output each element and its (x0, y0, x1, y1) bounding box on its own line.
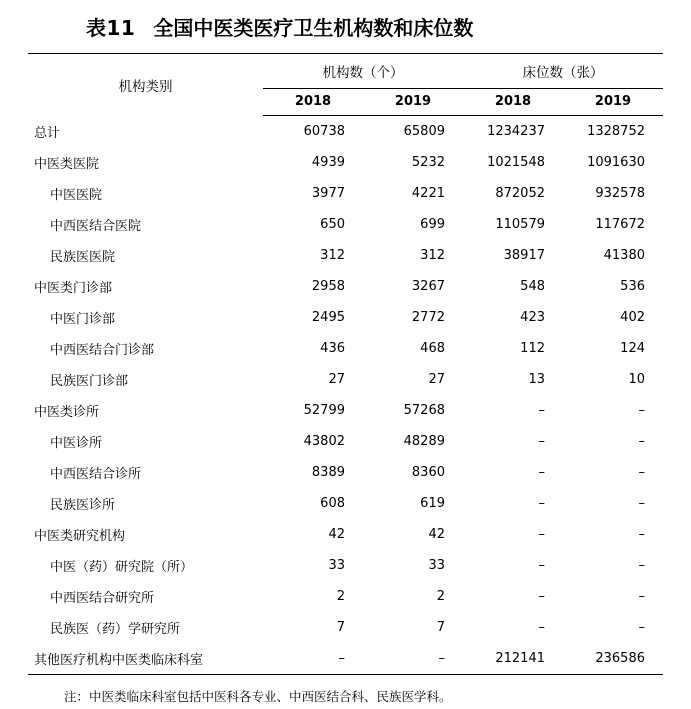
cell-beds-2018: 110579 (495, 216, 545, 232)
cell-institutions-2018: 42 (328, 526, 345, 542)
cell-institutions-2019: 8360 (411, 464, 445, 480)
cell-institutions-2018: 7 (336, 619, 345, 635)
row-label: 其他医疗机构中医类临床科室 (28, 643, 263, 675)
table-row (28, 519, 663, 550)
row-label: 中西医结合研究所 (50, 590, 155, 606)
row-label: 中医类研究机构 (34, 528, 126, 544)
cell-beds-2019: 117672 (595, 216, 645, 232)
cell-beds-2018: 112 (520, 340, 545, 356)
cell-institutions-2019: 2 (436, 588, 445, 604)
cell-beds-2018: – (538, 464, 545, 480)
row-label: 中医类门诊部 (34, 280, 113, 296)
table-body (28, 116, 663, 675)
cell-beds-2018: 1021548 (487, 154, 545, 170)
cell-beds-2018: – (538, 526, 545, 542)
row-label: 中医类医院 (34, 156, 100, 172)
cell-beds-2019: – (638, 557, 645, 573)
cell-institutions-2019: 57268 (403, 402, 445, 418)
table-note: 注：中医类临床科室包括中医科各专业、中西医结合科、民族医学科。 (64, 688, 452, 704)
cell-beds-2018: – (538, 619, 545, 635)
row-label: 民族医医院 (50, 249, 116, 265)
cell-institutions-2019: 3267 (411, 278, 445, 294)
cell-institutions-2018: 436 (320, 340, 345, 356)
cell-institutions-2019: 2772 (411, 309, 445, 325)
cell-beds-2019: 536 (620, 278, 645, 294)
cell-beds-2019: 41380 (603, 247, 645, 263)
cell-institutions-2018: 33 (328, 557, 345, 573)
cell-beds-2018: – (538, 495, 545, 511)
cell-institutions-2018: 2958 (311, 278, 345, 294)
cell-institutions-2019: 5232 (411, 154, 445, 170)
cell-beds-2019: – (638, 433, 645, 449)
cell-beds-2018: 548 (520, 278, 545, 294)
row-label: 总计 (34, 125, 61, 141)
header-institutions-2019: 2019 (363, 89, 463, 116)
cell-institutions-2019: 7 (436, 619, 445, 635)
cell-institutions-2019: 4221 (411, 185, 445, 201)
document-page (0, 12, 691, 709)
cell-institutions-2019: 312 (420, 247, 445, 263)
cell-institutions-2018: 312 (320, 247, 345, 263)
cell-beds-2019: 10 (628, 371, 645, 387)
row-label: 民族医门诊部 (50, 373, 129, 389)
table-row (28, 178, 663, 209)
cell-beds-2019: – (638, 402, 645, 418)
cell-institutions-2018: 60738 (303, 123, 345, 139)
cell-institutions-2019: 42 (428, 526, 445, 542)
row-label: 中医（药）研究院（所） (50, 559, 194, 575)
cell-beds-2019: – (638, 588, 645, 604)
table-row (28, 209, 663, 240)
table-row (28, 271, 663, 302)
cell-institutions-2019: 619 (420, 495, 445, 511)
table-row (28, 302, 663, 333)
cell-institutions-2019: 699 (420, 216, 445, 232)
cell-institutions-2018: – (263, 643, 363, 675)
header-beds-2018: 2018 (463, 89, 563, 116)
header-institutions-2018: 2018 (263, 89, 363, 116)
table-header (28, 54, 663, 116)
statistics-table (28, 53, 663, 675)
table-title-label: 表11 (86, 16, 136, 40)
table-row (28, 333, 663, 364)
table-row (28, 581, 663, 612)
table-row (28, 488, 663, 519)
row-label: 中西医结合门诊部 (50, 342, 155, 358)
cell-institutions-2019: – (363, 643, 463, 675)
cell-beds-2018: – (538, 402, 545, 418)
cell-beds-2019: 932578 (595, 185, 645, 201)
table-row (28, 643, 663, 675)
table-row (28, 116, 663, 147)
row-label: 民族医（药）学研究所 (50, 621, 181, 637)
row-label: 中西医结合诊所 (50, 466, 142, 482)
cell-institutions-2018: 43802 (303, 433, 345, 449)
table-row (28, 364, 663, 395)
table-row (28, 612, 663, 643)
table-row (28, 426, 663, 457)
header-beds-2019: 2019 (563, 89, 663, 116)
cell-institutions-2018: 2 (336, 588, 345, 604)
row-label: 中西医结合医院 (50, 218, 142, 234)
cell-institutions-2018: 3977 (311, 185, 345, 201)
cell-beds-2018: – (538, 588, 545, 604)
cell-beds-2019: 236586 (563, 643, 663, 675)
cell-institutions-2018: 52799 (303, 402, 345, 418)
header-group-beds: 床位数（张） (463, 54, 663, 89)
row-label: 中医门诊部 (50, 311, 116, 327)
cell-institutions-2018: 2495 (311, 309, 345, 325)
cell-beds-2019: 402 (620, 309, 645, 325)
cell-institutions-2018: 650 (320, 216, 345, 232)
cell-beds-2018: 212141 (463, 643, 563, 675)
header-category: 机构类别 (28, 54, 263, 116)
table-row (28, 395, 663, 426)
header-group-institutions: 机构数（个） (263, 54, 463, 89)
cell-beds-2018: 1234237 (487, 123, 545, 139)
cell-institutions-2019: 48289 (403, 433, 445, 449)
header-group-row (28, 54, 663, 89)
table-title-text: 全国中医类医疗卫生机构数和床位数 (153, 16, 474, 40)
row-label: 中医医院 (50, 187, 103, 203)
table-row (28, 147, 663, 178)
cell-beds-2019: 1091630 (587, 154, 645, 170)
row-label: 中医诊所 (50, 435, 103, 451)
cell-institutions-2019: 65809 (403, 123, 445, 139)
cell-institutions-2019: 33 (428, 557, 445, 573)
cell-beds-2018: 423 (520, 309, 545, 325)
cell-beds-2019: 124 (620, 340, 645, 356)
row-label: 中医类诊所 (34, 404, 100, 420)
cell-beds-2019: – (638, 526, 645, 542)
cell-beds-2019: – (638, 464, 645, 480)
table-title (28, 12, 663, 41)
table-row (28, 240, 663, 271)
cell-beds-2018: – (538, 433, 545, 449)
table-row (28, 550, 663, 581)
cell-beds-2018: 13 (528, 371, 545, 387)
cell-beds-2018: 872052 (495, 185, 545, 201)
cell-institutions-2018: 8389 (311, 464, 345, 480)
cell-institutions-2018: 608 (320, 495, 345, 511)
cell-beds-2019: 1328752 (587, 123, 645, 139)
table-row (28, 457, 663, 488)
cell-institutions-2019: 27 (428, 371, 445, 387)
row-label: 民族医诊所 (50, 497, 116, 513)
cell-institutions-2019: 468 (420, 340, 445, 356)
cell-beds-2018: 38917 (503, 247, 545, 263)
cell-beds-2019: – (638, 619, 645, 635)
cell-beds-2019: – (638, 495, 645, 511)
cell-institutions-2018: 4939 (311, 154, 345, 170)
cell-institutions-2018: 27 (328, 371, 345, 387)
cell-beds-2018: – (538, 557, 545, 573)
